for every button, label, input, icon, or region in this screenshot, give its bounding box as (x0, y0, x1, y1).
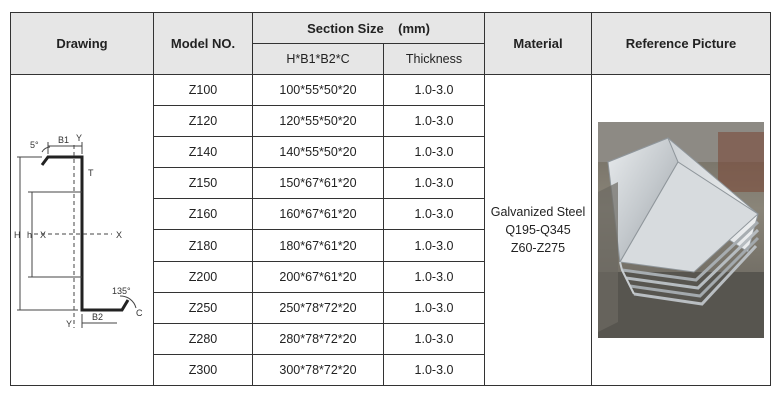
table-row (11, 75, 771, 106)
label-y-top: Y (76, 132, 83, 143)
thickness-cell: 1.0-3.0 (384, 230, 485, 261)
label-h-outer: H (14, 229, 21, 240)
material-line-2: Q195-Q345 (505, 222, 571, 237)
header-model-no: Model NO. (154, 13, 253, 75)
model-cell: Z180 (154, 230, 253, 261)
material-line-3: Z60-Z275 (510, 240, 566, 255)
header-dimensions: H*B1*B2*C (253, 44, 384, 75)
reference-photo-image (598, 122, 764, 338)
thickness-cell: 1.0-3.0 (384, 106, 485, 137)
thickness-cell: 1.0-3.0 (384, 137, 485, 168)
model-cell: Z280 (154, 323, 253, 354)
label-angle-bottom: 135° (112, 285, 131, 296)
drawing-cell (11, 75, 154, 386)
label-b2: B2 (92, 311, 104, 322)
thickness-cell: 1.0-3.0 (384, 354, 485, 385)
label-y-bottom: Y (66, 318, 73, 329)
model-cell: Z300 (154, 354, 253, 385)
model-cell: Z200 (154, 261, 253, 292)
dims-cell: 300*78*72*20 (253, 354, 384, 385)
model-cell: Z140 (154, 137, 253, 168)
thickness-cell: 1.0-3.0 (384, 323, 485, 354)
dims-cell: 150*67*61*20 (253, 168, 384, 199)
z-section-drawing (12, 130, 152, 330)
dims-cell: 140*55*50*20 (253, 137, 384, 168)
dims-cell: 100*55*50*20 (253, 75, 384, 106)
model-cell: Z160 (154, 199, 253, 230)
dims-cell: 160*67*61*20 (253, 199, 384, 230)
label-angle-top: 5° (30, 139, 39, 150)
dims-cell: 200*67*61*20 (253, 261, 384, 292)
thickness-cell: 1.0-3.0 (384, 199, 485, 230)
header-material: Material (485, 13, 592, 75)
reference-picture-cell (592, 75, 771, 386)
label-x-right: X (116, 229, 123, 240)
dims-cell: 250*78*72*20 (253, 292, 384, 323)
model-cell: Z250 (154, 292, 253, 323)
header-drawing: Drawing (11, 13, 154, 75)
label-c: C (136, 307, 143, 318)
model-cell: Z150 (154, 168, 253, 199)
header-thickness: Thickness (384, 44, 485, 75)
header-reference-picture: Reference Picture (592, 13, 771, 75)
thickness-cell: 1.0-3.0 (384, 75, 485, 106)
label-x-left: X (40, 229, 47, 240)
material-line-1: Galvanized Steel (490, 204, 586, 219)
thickness-cell: 1.0-3.0 (384, 261, 485, 292)
label-b1: B1 (58, 134, 70, 145)
label-t: T (88, 167, 94, 178)
model-cell: Z120 (154, 106, 253, 137)
thickness-cell: 1.0-3.0 (384, 292, 485, 323)
label-h-inner: h (27, 229, 33, 240)
header-section-size: Section Size (mm) (253, 13, 485, 44)
thickness-cell: 1.0-3.0 (384, 168, 485, 199)
material-cell (485, 75, 592, 386)
z-purlin-spec-table (10, 12, 771, 386)
dims-cell: 280*78*72*20 (253, 323, 384, 354)
dims-cell: 120*55*50*20 (253, 106, 384, 137)
model-cell: Z100 (154, 75, 253, 106)
dims-cell: 180*67*61*20 (253, 230, 384, 261)
